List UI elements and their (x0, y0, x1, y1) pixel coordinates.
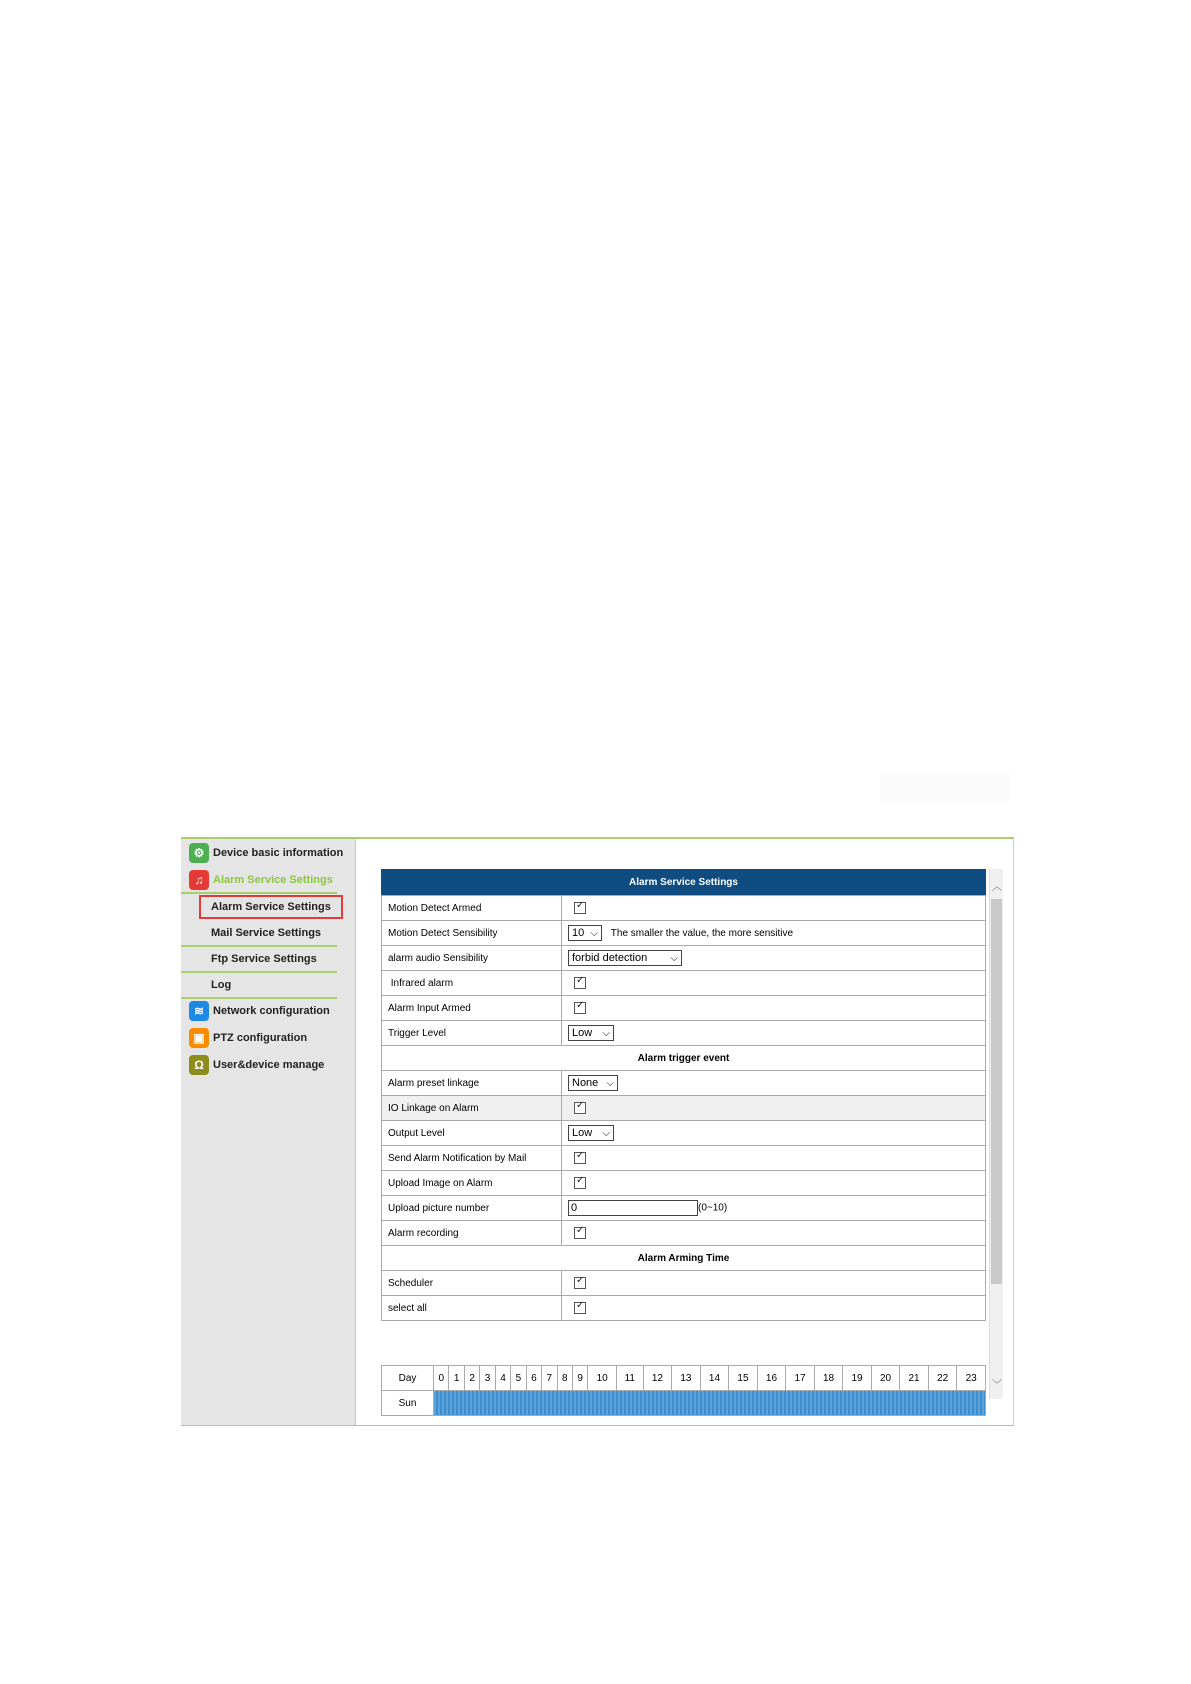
picture-number-input[interactable]: 0 (568, 1200, 698, 1216)
sidebar-item-user-device[interactable] (189, 1053, 324, 1077)
table-row (382, 921, 986, 946)
row-label: Motion Detect Sensibility (382, 921, 562, 946)
row-label: Trigger Level (382, 1021, 562, 1046)
hour-header: 10 (588, 1366, 617, 1391)
hour-header: 3 (480, 1366, 495, 1391)
select-value: Low (572, 1127, 593, 1139)
table-row (382, 1096, 986, 1121)
sidebar-item-label: Alarm Service Settings (213, 874, 333, 886)
hour-header: 0 (434, 1366, 449, 1391)
alarm-recording-checkbox[interactable] (574, 1227, 586, 1239)
chevron-down-icon: ⌵ (590, 927, 598, 939)
row-value (562, 1146, 986, 1171)
select-value: forbid detection (572, 952, 648, 964)
row-label: select all (382, 1296, 562, 1321)
table-row (382, 1171, 986, 1196)
wifi-icon: ≋ (189, 1001, 209, 1021)
sub-item-log[interactable]: Log (211, 979, 232, 991)
row-label: Scheduler (382, 1271, 562, 1296)
hour-header: 17 (786, 1366, 815, 1391)
row-label: IO Linkage on Alarm (382, 1096, 562, 1121)
send-mail-checkbox[interactable] (574, 1152, 586, 1164)
row-label: Alarm preset linkage (382, 1071, 562, 1096)
chevron-down-icon: ⌵ (602, 1127, 610, 1139)
chevron-down-icon: ⌵ (670, 952, 678, 964)
hour-header: 15 (729, 1366, 758, 1391)
hour-header: 21 (900, 1366, 929, 1391)
sidebar-item-alarm-service[interactable] (189, 868, 333, 892)
sub-item-alarm-service[interactable]: Alarm Service Settings (211, 901, 331, 913)
row-label: Upload picture number (382, 1196, 562, 1221)
chevron-down-icon[interactable]: ﹀ (992, 1379, 1002, 1391)
table-row (382, 996, 986, 1021)
row-label: Alarm Input Armed (382, 996, 562, 1021)
hour-header: 19 (843, 1366, 872, 1391)
row-value (562, 1071, 986, 1096)
schedule-day-row (382, 1391, 986, 1416)
table-row (382, 1046, 986, 1071)
row-value (562, 1196, 986, 1221)
hour-header: 14 (700, 1366, 729, 1391)
table-row (382, 1021, 986, 1046)
row-value (562, 1296, 986, 1321)
table-row (382, 971, 986, 996)
sensibility-hint: The smaller the value, the more sensitive (610, 927, 794, 939)
user-icon: Ω (189, 1055, 209, 1075)
sub-item-ftp-service[interactable]: Ftp Service Settings (211, 953, 317, 965)
hour-header: 4 (495, 1366, 510, 1391)
table-row (382, 1246, 986, 1271)
table-row (382, 1146, 986, 1171)
row-value (562, 996, 986, 1021)
table-row (382, 1296, 986, 1321)
table-row (382, 896, 986, 921)
hour-header: 16 (757, 1366, 786, 1391)
hour-header: 8 (557, 1366, 572, 1391)
hour-header: 18 (814, 1366, 843, 1391)
row-value (562, 1121, 986, 1146)
table-row (382, 1196, 986, 1221)
app-frame (181, 837, 1014, 1426)
scroll-thumb[interactable] (991, 899, 1002, 1284)
table-row (382, 1271, 986, 1296)
camera-icon: ▣ (189, 1028, 209, 1048)
sidebar-item-label: User&device manage (213, 1059, 325, 1071)
infrared-alarm-checkbox[interactable] (574, 977, 586, 989)
row-label: Motion Detect Armed (382, 896, 562, 921)
row-label: alarm audio Sensibility (382, 946, 562, 971)
schedule-grid (381, 1365, 986, 1416)
row-value (562, 1171, 986, 1196)
sidebar (181, 839, 356, 1425)
hour-header: 6 (526, 1366, 541, 1391)
day-header: Day (382, 1366, 434, 1391)
sidebar-item-label: Network configuration (213, 1005, 330, 1017)
sensibility-select[interactable] (568, 925, 602, 941)
sidebar-item-network[interactable] (189, 999, 330, 1023)
settings-table (381, 895, 986, 1321)
hour-header: 7 (542, 1366, 557, 1391)
sidebar-item-label: PTZ configuration (213, 1032, 308, 1044)
row-value (562, 1021, 986, 1046)
sidebar-item-device-info[interactable] (189, 841, 343, 865)
row-value (562, 921, 986, 946)
schedule-slots[interactable] (434, 1391, 986, 1416)
alarm-input-armed-checkbox[interactable] (574, 1002, 586, 1014)
page-title: Alarm Service Settings (381, 869, 986, 895)
section-header: Alarm Arming Time (382, 1246, 986, 1271)
row-value (562, 1096, 986, 1121)
chevron-down-icon: ⌵ (606, 1077, 614, 1089)
divider (181, 892, 337, 894)
io-linkage-checkbox[interactable] (574, 1102, 586, 1114)
hour-header: 12 (643, 1366, 672, 1391)
motion-detect-armed-checkbox[interactable] (574, 902, 586, 914)
table-row (382, 1071, 986, 1096)
sidebar-item-label: Device basic information (213, 847, 344, 859)
select-value: None (572, 1077, 599, 1089)
hour-header: 22 (928, 1366, 957, 1391)
row-value (562, 1221, 986, 1246)
row-label: Upload Image on Alarm (382, 1171, 562, 1196)
sidebar-item-ptz[interactable] (189, 1026, 307, 1050)
hour-header: 2 (464, 1366, 479, 1391)
table-row (382, 1121, 986, 1146)
blank-label (880, 773, 1010, 801)
select-value: Low (572, 1027, 593, 1039)
row-value (562, 1271, 986, 1296)
gear-icon: ⚙ (189, 843, 209, 863)
row-value (562, 946, 986, 971)
hour-header: 20 (871, 1366, 900, 1391)
hour-header: 1 (449, 1366, 464, 1391)
row-label: Output Level (382, 1121, 562, 1146)
hour-header: 11 (616, 1366, 643, 1391)
chevron-down-icon: ⌵ (602, 1027, 610, 1039)
scrollbar[interactable] (989, 869, 1003, 1399)
chevron-up-icon[interactable]: ︿ (992, 881, 1002, 893)
output-level-select[interactable] (568, 1125, 614, 1141)
upload-image-checkbox[interactable] (574, 1177, 586, 1189)
table-row (382, 946, 986, 971)
scheduler-checkbox[interactable] (574, 1277, 586, 1289)
settings-panel (381, 869, 1002, 1409)
audio-sensibility-select[interactable] (568, 950, 682, 966)
row-label: Send Alarm Notification by Mail (382, 1146, 562, 1171)
section-header: Alarm trigger event (382, 1046, 986, 1071)
trigger-level-select[interactable] (568, 1025, 614, 1041)
row-value (562, 971, 986, 996)
hour-header: 5 (511, 1366, 526, 1391)
select-all-checkbox[interactable] (574, 1302, 586, 1314)
row-value (562, 896, 986, 921)
schedule-header-row (382, 1366, 986, 1391)
select-value: 10 (572, 927, 585, 939)
hour-header: 23 (957, 1366, 986, 1391)
day-label: Sun (382, 1391, 434, 1416)
sub-item-mail-service[interactable]: Mail Service Settings (211, 927, 322, 939)
bell-icon: ♫ (189, 870, 209, 890)
preset-linkage-select[interactable] (568, 1075, 618, 1091)
hour-header: 9 (572, 1366, 587, 1391)
table-row (382, 1221, 986, 1246)
picture-number-range: (0~10) (698, 1202, 728, 1214)
row-label: Infrared alarm (382, 971, 562, 996)
row-label: Alarm recording (382, 1221, 562, 1246)
hour-header: 13 (672, 1366, 701, 1391)
